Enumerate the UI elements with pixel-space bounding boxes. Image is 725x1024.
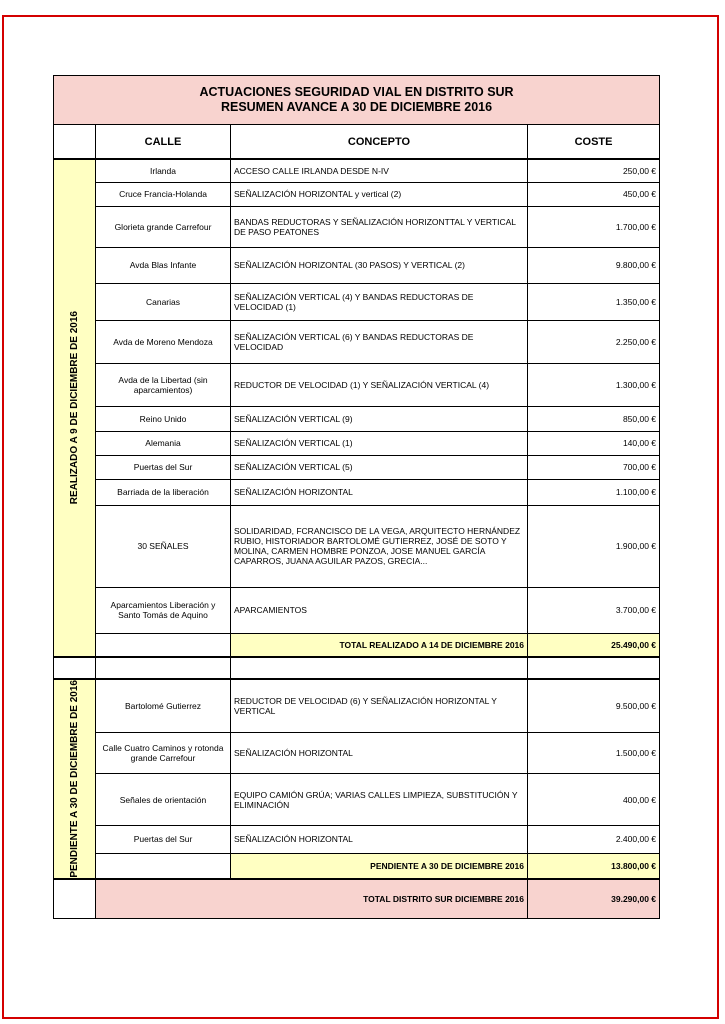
title-line-1: ACTUACIONES SEGURIDAD VIAL EN DISTRITO SUR — [199, 85, 514, 99]
header-blank — [54, 125, 96, 160]
table-row — [54, 679, 660, 732]
row-concepto: SEÑALIZACIÓN VERTICAL (6) Y BANDAS REDUCTORAS DE VELOCIDAD — [231, 320, 528, 363]
row-coste: 140,00 € — [528, 431, 660, 455]
row-concepto: SEÑALIZACIÓN VERTICAL (9) — [231, 406, 528, 431]
row-concepto: ACCESO CALLE IRLANDA DESDE N-IV — [231, 159, 528, 182]
row-coste: 9.800,00 € — [528, 247, 660, 283]
header-concepto: CONCEPTO — [231, 125, 528, 160]
row-calle: Bartolomé Gutierrez — [96, 679, 231, 732]
spacer-cell — [528, 657, 660, 679]
row-calle: Avda de la Libertad (sin aparcamientos) — [96, 363, 231, 406]
grand-total-row — [54, 879, 660, 919]
table-row — [54, 505, 660, 587]
row-concepto: BANDAS REDUCTORAS Y SEÑALIZACIÓN HORIZONTTAL Y VERTICAL DE PASO PEATONES — [231, 206, 528, 247]
row-concepto: SEÑALIZACIÓN HORIZONTAL (30 PASOS) Y VERTICAL (2) — [231, 247, 528, 283]
header-row — [54, 125, 660, 160]
title-line-2: RESUMEN AVANCE A 30 DE DICIEMBRE 2016 — [220, 100, 493, 114]
row-coste: 1.350,00 € — [528, 283, 660, 320]
summary-table — [53, 75, 660, 919]
table-row — [54, 479, 660, 505]
table-row — [54, 283, 660, 320]
row-concepto: SEÑALIZACIÓN VERTICAL (5) — [231, 455, 528, 479]
pendiente-side-label: PENDIENTE A 30 DE DICIEMBRE DE 2016 — [54, 679, 96, 879]
grand-total-blank — [54, 879, 96, 919]
row-calle: Señales de orientación — [96, 774, 231, 826]
table-row — [54, 826, 660, 854]
table-row — [54, 455, 660, 479]
table-row — [54, 732, 660, 774]
row-calle: Calle Cuatro Caminos y rotonda grande Carrefour — [96, 732, 231, 774]
table-row — [54, 159, 660, 182]
row-coste: 3.700,00 € — [528, 587, 660, 633]
realizado-total-row — [54, 633, 660, 657]
row-coste: 1.100,00 € — [528, 479, 660, 505]
row-coste: 1.700,00 € — [528, 206, 660, 247]
spacer-cell — [231, 657, 528, 679]
row-concepto: SEÑALIZACIÓN HORIZONTAL — [231, 732, 528, 774]
row-calle: Puertas del Sur — [96, 455, 231, 479]
row-calle: Avda Blas Infante — [96, 247, 231, 283]
pendiente-total-label: PENDIENTE A 30 DE DICIEMBRE 2016 — [231, 853, 528, 878]
row-concepto: REDUCTOR DE VELOCIDAD (6) Y SEÑALIZACIÓN HORIZONTAL Y VERTICAL — [231, 679, 528, 732]
row-calle: Avda de Moreno Mendoza — [96, 320, 231, 363]
row-concepto: SEÑALIZACIÓN VERTICAL (4) Y BANDAS REDUCTORAS DE VELOCIDAD (1) — [231, 283, 528, 320]
row-concepto: SEÑALIZACIÓN VERTICAL (1) — [231, 431, 528, 455]
row-coste: 250,00 € — [528, 159, 660, 182]
row-coste: 1.500,00 € — [528, 732, 660, 774]
pendiente-total-value: 13.800,00 € — [528, 853, 660, 878]
table-row — [54, 320, 660, 363]
row-coste: 2.400,00 € — [528, 826, 660, 854]
row-calle: Alemania — [96, 431, 231, 455]
row-concepto: EQUIPO CAMIÓN GRÚA; VARIAS CALLES LIMPIEZA, SUBSTITUCIÓN Y ELIMINACIÓN — [231, 774, 528, 826]
table-row — [54, 431, 660, 455]
grand-total-label: TOTAL DISTRITO SUR DICIEMBRE 2016 — [96, 879, 528, 919]
row-coste: 700,00 € — [528, 455, 660, 479]
realizado-side-label: REALIZADO A 9 DE DICIEMBRE DE 2016 — [54, 159, 96, 657]
row-calle: Barriada de la liberación — [96, 479, 231, 505]
row-calle: Puertas del Sur — [96, 826, 231, 854]
spacer-cell — [96, 657, 231, 679]
row-concepto: SEÑALIZACIÓN HORIZONTAL — [231, 479, 528, 505]
row-calle: Aparcamientos Liberación y Santo Tomás de Aquino — [96, 587, 231, 633]
header-coste: COSTE — [528, 125, 660, 160]
table-row — [54, 587, 660, 633]
row-calle: Canarias — [96, 283, 231, 320]
row-calle: Reino Unido — [96, 406, 231, 431]
title-row — [54, 76, 660, 125]
row-coste: 2.250,00 € — [528, 320, 660, 363]
table-row — [54, 774, 660, 826]
pendiente-total-row — [54, 853, 660, 878]
row-coste: 1.300,00 € — [528, 363, 660, 406]
row-concepto: REDUCTOR DE VELOCIDAD (1) Y SEÑALIZACIÓN VERTICAL (4) — [231, 363, 528, 406]
row-concepto: SOLIDARIDAD, FCRANCISCO DE LA VEGA, ARQUITECTO HERNÁNDEZ RUBIO, HISTORIADOR BARTOLOMÉ GUTIERREZ, JOSÉ DE SOTO Y MOLINA, CARMEN HOMBRE PONZOA, JOSE MANUEL GARCÍA CAPARROS, JUANA AGUILAR PAZOS, GRECIA... — [231, 505, 528, 587]
row-coste: 1.900,00 € — [528, 505, 660, 587]
table-row — [54, 182, 660, 206]
row-coste: 9.500,00 € — [528, 679, 660, 732]
table-row — [54, 363, 660, 406]
row-concepto: SEÑALIZACIÓN HORIZONTAL y vertical (2) — [231, 182, 528, 206]
header-calle: CALLE — [96, 125, 231, 160]
total-blank — [96, 633, 231, 657]
row-calle: 30 SEÑALES — [96, 505, 231, 587]
realizado-total-value: 25.490,00 € — [528, 633, 660, 657]
table-row — [54, 247, 660, 283]
grand-total-value: 39.290,00 € — [528, 879, 660, 919]
table-title — [54, 76, 660, 125]
row-concepto: APARCAMIENTOS — [231, 587, 528, 633]
row-coste: 850,00 € — [528, 406, 660, 431]
spacer-row — [54, 657, 660, 679]
row-calle: Glorieta grande Carrefour — [96, 206, 231, 247]
row-coste: 400,00 € — [528, 774, 660, 826]
row-concepto: SEÑALIZACIÓN HORIZONTAL — [231, 826, 528, 854]
table-row — [54, 206, 660, 247]
row-calle: Cruce Francia-Holanda — [96, 182, 231, 206]
total-blank — [96, 853, 231, 878]
realizado-total-label: TOTAL REALIZADO A 14 DE DICIEMBRE 2016 — [231, 633, 528, 657]
table-row — [54, 406, 660, 431]
spacer-cell — [54, 657, 96, 679]
row-calle: Irlanda — [96, 159, 231, 182]
row-coste: 450,00 € — [528, 182, 660, 206]
